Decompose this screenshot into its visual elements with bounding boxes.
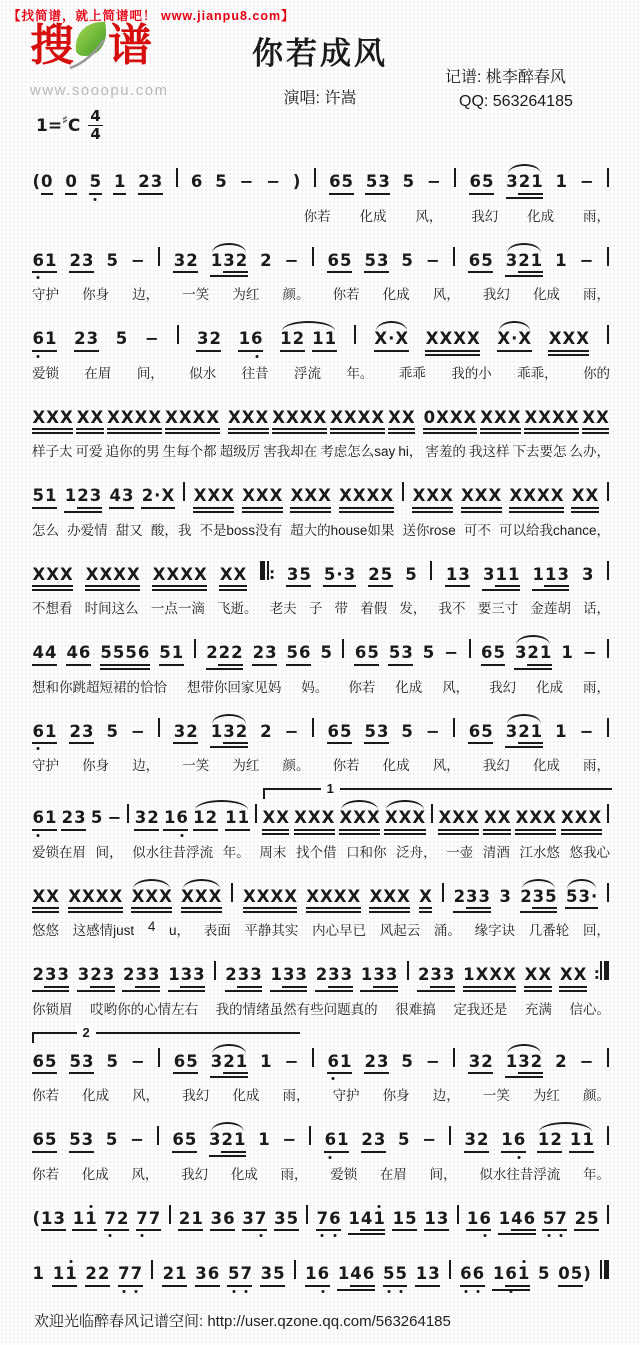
lyric-syllable: 平静其实 — [244, 923, 299, 938]
lyric-syllable: 边， — [132, 287, 160, 302]
lyric-syllable: 在眉 — [84, 365, 112, 381]
score-system — [32, 871, 610, 940]
lyric-syllable: 雨， — [583, 679, 610, 695]
lyric-syllable: 怎么 — [32, 522, 59, 538]
lyric-syllable: 风， — [442, 679, 470, 695]
score-system — [32, 235, 610, 304]
lyric-syllable: 泛舟， — [396, 844, 437, 860]
lyric-syllable: 甜又 — [115, 522, 143, 538]
lyric-syllable: 间， — [429, 1166, 457, 1182]
lyric-syllable: 我不 — [438, 601, 466, 616]
lyric-syllable: u， — [169, 923, 191, 938]
lyric-syllable: 化成 — [395, 679, 423, 695]
lyric-syllable: 在眉 — [379, 1166, 407, 1182]
lyric-syllable: 样子太 — [32, 444, 73, 459]
lyric-syllable: 化成 — [230, 1166, 258, 1182]
lyric-syllable: 超级厉 — [219, 444, 261, 459]
lyric-syllable: 风， — [131, 1166, 159, 1182]
notation-line: 6 1 2 3 5 − 3 2 1 6 1 2 1 1 X · X X X X X X · X X X X — [32, 313, 610, 366]
notation-line: 6 5 5 3 5 − 6 5 3 2 1 1 − 6 1 2 3 5 − 3 2 1 6 1 2 1 1 — [32, 1114, 610, 1167]
lyric-syllable: 一笑 — [182, 758, 210, 773]
singer-credit: 演唱: 许嵩 — [283, 90, 357, 107]
notation-line: 5 1 1 2 3 4 3 2 · X X X X X X X X X X X X X X X X X X X X X X X X X X — [32, 470, 610, 523]
lyric-syllable: 酸，我 — [150, 522, 192, 538]
lyric-syllable: 风， — [132, 1088, 160, 1103]
lyrics-line — [32, 998, 610, 1018]
lyric-syllable: 雨， — [280, 1166, 308, 1182]
lyric-syllable: 你身 — [82, 287, 110, 302]
lyric-syllable: hi， — [398, 444, 423, 459]
lyric-syllable: 可爱 — [75, 444, 103, 459]
lyric-syllable: 化成 — [532, 758, 560, 773]
page-title: 你若成风 — [252, 36, 388, 72]
lyric-syllable: 似水往昔浮流 — [479, 1166, 561, 1182]
notation-line: 2 3 3 3 2 3 2 3 3 1 3 3 2 3 3 1 3 3 2 3 3 1 3 3 2 3 3 1 X X X X X X X ∶ — [32, 949, 610, 1002]
time-signature: $\frac{4}{4}$ — [90, 107, 101, 143]
lyric-syllable: 想带你回家见妈 — [186, 679, 282, 695]
notation-line: ( 1 3 1 1 7 2 7 7 2 1 3 6 3 7 3 5 7 6 1 4 1 1 5 1 3 1 6 1 4 6 5 7 2 5 — [32, 1193, 610, 1246]
lyrics-line — [32, 676, 610, 696]
jianpu8-banner-link[interactable]: 【找简谱，就上简谱吧！ www.jianpu8.com】 — [8, 9, 295, 23]
lyric-syllable: 不想看 — [32, 601, 73, 616]
key-prefix: 1= — [36, 115, 63, 136]
lyrics-line — [32, 1084, 610, 1104]
lyric-syllable: 找个借 — [295, 844, 337, 860]
lyric-syllable: 边， — [132, 758, 160, 773]
lyric-syllable: 回， — [582, 923, 610, 938]
lyric-syllable: 着假 — [360, 601, 388, 616]
sooopu-logo[interactable] — [0, 20, 195, 143]
lyric-syllable: 可不 — [463, 522, 491, 538]
lyric-syllable: 我幻 — [482, 758, 510, 773]
logo-char-pu: 谱 — [108, 20, 152, 71]
lyrics-line — [32, 283, 610, 303]
lyric-syllable: 你若 — [332, 287, 360, 302]
score-system — [32, 1248, 610, 1301]
lyric-syllable: 很难搞 — [395, 1001, 436, 1017]
lyrics-line — [32, 919, 610, 939]
notation-line: 6 1 2 3 5 − 3 2 1 3 2 2 − 6 5 5 3 5 − 6 5 3 2 1 1 − — [32, 235, 610, 288]
lyric-syllable: 似水往昔浮流 — [132, 844, 214, 860]
lyric-syllable: 害我却在 — [263, 444, 318, 459]
lyric-syllable: 爱锁 — [330, 1166, 358, 1182]
lyric-syllable: 老夫 — [269, 601, 297, 616]
lyric-syllable: 发， — [399, 601, 427, 616]
lyric-syllable: 化成 — [81, 1166, 109, 1182]
lyrics-line — [32, 519, 610, 539]
lyric-syllable: 我幻 — [181, 1166, 209, 1182]
lyric-syllable: 哎哟你的心情左右 — [90, 1001, 199, 1017]
lyric-syllable: 化成 — [359, 208, 387, 224]
lyrics-line — [32, 362, 610, 382]
lyrics-line — [32, 597, 610, 617]
lyric-syllable: 浮流 — [294, 365, 322, 381]
lyric-syllable: 几番轮 — [528, 923, 570, 938]
lyric-syllable: 我这样 — [468, 444, 510, 459]
lyric-syllable: 我幻 — [482, 287, 510, 302]
notator-credit: 记谱: 桃李醉春风 — [445, 69, 566, 86]
lyric-syllable: 悠我心 — [569, 844, 611, 860]
ending-number: 2 — [77, 1025, 96, 1040]
lyrics-line — [32, 205, 610, 225]
lyrics-line — [32, 440, 610, 460]
lyric-syllable: 颜。 — [583, 1088, 611, 1103]
lyric-syllable: 飞逝。 — [217, 601, 258, 616]
footer-qzone-link[interactable]: 欢迎光临醉春风记谱空间: http://user.qzone.qq.com/563264185 — [34, 1312, 451, 1330]
lyric-syllable: 我的情绪虽然有些问题真的 — [215, 1001, 378, 1017]
lyric-syllable: 办爱情 — [67, 522, 108, 538]
notation-line: ( 0 0 5 1 2 3 6 5 − − ) 6 5 5 3 5 − 6 5 3 2 1 1 − — [32, 156, 610, 209]
lyric-syllable: 间， — [136, 365, 164, 381]
notation-line: 6 1 2 3 5 − 3 2 1 6 1 2 1 1 X X X X X X X X X X X X X X X X X X X X X X — [32, 792, 610, 845]
lyric-syllable: 一笑 — [182, 287, 210, 302]
lyric-syllable: 雨， — [583, 208, 611, 224]
lyric-syllable: 害羞的 — [425, 444, 466, 459]
lyric-syllable: 守护 — [32, 287, 59, 302]
lyric-syllable: 表面 — [203, 923, 231, 938]
lyric-syllable: 守护 — [32, 758, 59, 773]
lyric-syllable: 不是boss没有 — [199, 522, 282, 538]
lyric-syllable: 化成 — [532, 287, 560, 302]
notation-line: X X X X X X X X X X X X X X X X X X X X X X X X 2 3 3 3 2 3 5 5 3 · — [32, 871, 610, 924]
notation-line: X X X X X X X X X X X X X ∶ 3 5 5 · 3 2 5 5 1 3 3 1 1 1 1 3 3 — [32, 549, 610, 602]
lyric-syllable: 信心。 — [569, 1001, 610, 1017]
lyric-syllable: 么办， — [569, 444, 611, 459]
ending-bracket — [263, 781, 612, 799]
lyric-syllable: 这感情just — [72, 923, 135, 938]
lyric-syllable: 为红 — [232, 287, 260, 302]
logo-site-url: www.sooopu.com — [30, 82, 169, 99]
score-body — [0, 142, 640, 1301]
lyric-syllable: 年。 — [222, 844, 250, 860]
ending-number: 1 — [321, 781, 340, 796]
lyric-syllable: 缘字诀 — [474, 923, 516, 938]
lyric-syllable: 悠悠 — [32, 923, 59, 938]
score-system — [32, 949, 610, 1018]
lyric-syllable: 一点一滴 — [150, 601, 205, 616]
lyric-syllable: 我的小 — [451, 365, 492, 381]
leaf-icon — [68, 20, 114, 77]
lyric-syllable: 考虑怎么say — [320, 444, 396, 459]
score-system — [32, 313, 610, 382]
lyric-syllable: 似水 — [189, 365, 217, 381]
lyric-syllable: 爱锁 — [32, 365, 59, 381]
lyric-syllable: 你若 — [303, 208, 331, 224]
lyric-syllable: 化成 — [382, 287, 410, 302]
lyric-syllable: 边， — [432, 1088, 460, 1103]
score-system — [32, 549, 610, 618]
lyric-syllable: 雨， — [282, 1088, 310, 1103]
lyric-syllable: 一壶 — [446, 844, 474, 860]
score-system — [32, 392, 610, 461]
lyric-syllable: 内心早已 — [312, 923, 367, 938]
lyric-syllable: 风起云 — [379, 923, 421, 938]
lyric-syllable: 你身 — [382, 1088, 410, 1103]
lyrics-line — [32, 1163, 610, 1183]
lyric-syllable: 守护 — [332, 1088, 360, 1103]
qq-credit: QQ: 563264185 — [459, 93, 573, 110]
sharp-sign: ♯ — [62, 112, 68, 127]
lyric-syllable: 话， — [583, 601, 611, 616]
score-system — [32, 1114, 610, 1183]
key-letter: C — [67, 115, 81, 136]
lyric-syllable: 雨， — [583, 287, 611, 302]
score-system — [32, 156, 610, 225]
lyric-syllable: 你锁眉 — [32, 1001, 73, 1017]
lyric-syllable: 江水悠 — [519, 844, 560, 860]
lyric-syllable: 金莲胡 — [530, 601, 571, 616]
lyric-syllable: 妈。 — [301, 679, 329, 695]
lyrics-line — [32, 754, 610, 774]
lyric-syllable: 你若 — [32, 1088, 59, 1103]
lyric-syllable: 周末 — [259, 844, 287, 860]
lyric-syllable: 我幻 — [471, 208, 499, 224]
lyric-syllable: 你的 — [583, 365, 611, 381]
lyric-syllable: 可以给我chance， — [498, 522, 611, 538]
ending-bracket — [32, 1024, 300, 1043]
lyric-syllable: 乖乖， — [517, 365, 558, 381]
lyric-syllable: 你若 — [348, 679, 376, 695]
lyric-syllable: 化成 — [527, 208, 555, 224]
lyric-syllable: 化成 — [382, 758, 410, 773]
logo-char-sou: 搜 — [30, 20, 74, 71]
lyric-syllable: 涌。 — [433, 923, 461, 938]
lyric-syllable: 为红 — [232, 758, 260, 773]
lyric-syllable: 超大的house如果 — [290, 522, 395, 538]
score-system — [32, 1193, 610, 1246]
lyric-syllable: 清酒 — [482, 844, 510, 860]
lyric-syllable: 化成 — [536, 679, 564, 695]
lyric-syllable: 追你的男 — [105, 444, 160, 459]
lyric-syllable: 一笑 — [482, 1088, 510, 1103]
masthead — [0, 0, 640, 142]
lyric-syllable: 充满 — [524, 1001, 552, 1017]
lyric-syllable: 我幻 — [182, 1088, 210, 1103]
lyric-syllable: 定我还是 — [453, 1001, 508, 1017]
lyric-syllable: 想和你跳超短裙的恰恰 — [32, 679, 167, 695]
lyric-syllable: 为红 — [532, 1088, 560, 1103]
notation-line: X X X X X X X X X X X X X X X X X X X X X X X X X X 0 X X X X X X X X X X X X — [32, 392, 610, 445]
lyric-syllable: 带 — [334, 601, 349, 616]
lyric-syllable: 年。 — [583, 1166, 611, 1182]
lyric-syllable: 往昔 — [241, 365, 269, 381]
key-signature — [36, 109, 195, 142]
lyrics-line — [32, 841, 610, 861]
lyric-syllable: 化成 — [82, 1088, 110, 1103]
lyric-syllable: 颜。 — [282, 287, 310, 302]
lyric-syllable: 下去要怎 — [512, 444, 567, 459]
score-system — [32, 706, 610, 775]
score-system — [32, 470, 610, 539]
lyric-syllable: 爱锁在眉 — [32, 844, 86, 860]
notation-line: 4 4 4 6 5 5 5 6 5 1 2 2 2 2 3 5 6 5 6 5 5 3 5 − 6 5 3 2 1 1 − — [32, 627, 610, 680]
lyric-syllable: 风， — [432, 287, 460, 302]
lyric-syllable: 送你rose — [402, 522, 456, 538]
lyric-syllable: 乖乖 — [398, 365, 426, 381]
score-system — [32, 1024, 611, 1105]
lyric-syllable: 雨， — [583, 758, 611, 773]
lyric-syllable: 时间这么 — [84, 601, 139, 616]
lyric-syllable: 化成 — [232, 1088, 260, 1103]
lyric-syllable: 年。 — [346, 365, 374, 381]
score-system — [32, 781, 611, 861]
lyric-syllable: 间， — [95, 844, 123, 860]
notation-line: 6 5 5 3 5 − 6 5 3 2 1 1 − 6 1 2 3 5 − 3 2 1 3 2 2 − — [32, 1036, 610, 1089]
lyric-syllable: 你若 — [332, 758, 360, 773]
notation-line: 1 1 1 2 2 7 7 2 1 3 6 5 7 3 5 1 6 1 4 6 5 5 1 3 6 6 1 6 1 5 0 5 ) — [32, 1248, 610, 1301]
lyric-syllable: 生每个都 — [162, 444, 217, 459]
lyric-syllable: 颜。 — [282, 758, 310, 773]
lyric-syllable: 你若 — [32, 1166, 59, 1182]
lyric-syllable: 我幻 — [489, 679, 517, 695]
lyric-syllable: 子 — [308, 601, 323, 616]
lyric-syllable: 风， — [432, 758, 460, 773]
lyric-syllable: 口和你 — [346, 844, 387, 860]
lyric-syllable: 风， — [415, 208, 443, 224]
lyric-syllable: 你身 — [82, 758, 110, 773]
lyric-syllable: 4 — [147, 919, 156, 934]
score-system — [32, 627, 610, 696]
lyric-syllable: 要三寸 — [477, 601, 519, 616]
notation-line: 6 1 2 3 5 − 3 2 1 3 2 2 − 6 5 5 3 5 − 6 5 3 2 1 1 − — [32, 706, 610, 759]
